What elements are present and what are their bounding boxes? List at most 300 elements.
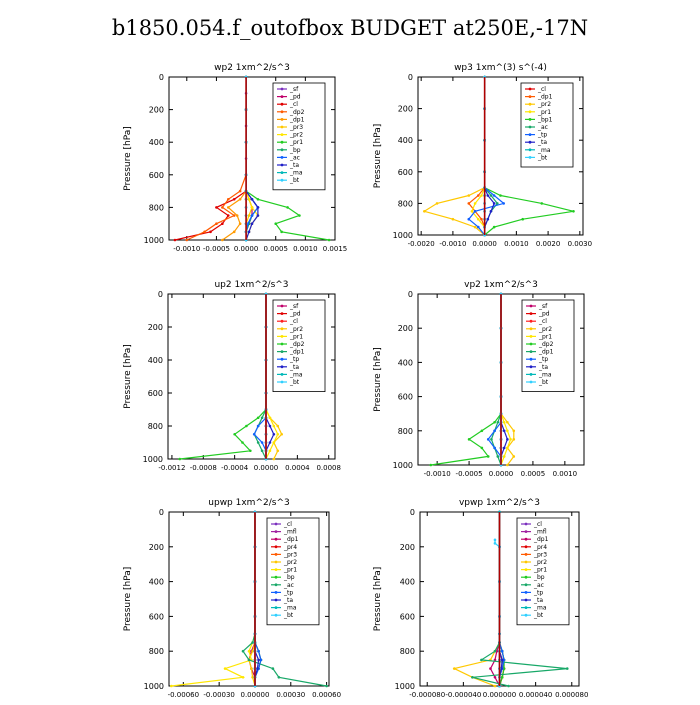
data-point <box>241 441 244 444</box>
legend-marker <box>281 365 284 368</box>
legend-entry: _cl <box>539 318 547 326</box>
data-point <box>256 667 259 670</box>
data-point <box>227 206 230 209</box>
legend-marker <box>525 545 528 548</box>
legend-marker <box>281 350 284 353</box>
data-point <box>215 222 218 225</box>
legend-entry: _ta <box>538 139 548 147</box>
data-point <box>487 218 490 221</box>
x-tick-label: -0.0010 <box>173 245 201 253</box>
legend-entry: _tp <box>534 589 544 597</box>
legend-entry: _dp1 <box>290 348 305 356</box>
data-point <box>280 231 283 234</box>
data-point <box>509 438 512 441</box>
y-tick-label: 0 <box>158 73 164 82</box>
chart-title: vp2 1xm^2/s^3 <box>464 280 538 290</box>
x-tick-label: 0.0000 <box>233 245 259 253</box>
legend-entry: _dp1 <box>539 348 554 356</box>
legend-entry: _ta <box>284 597 294 604</box>
legend-marker <box>281 327 284 330</box>
data-point <box>487 438 490 441</box>
chart-title: wp2 1xm^2/s^3 <box>214 63 290 73</box>
legend-entry: _ac <box>290 154 300 162</box>
y-axis-label: Pressure [hPa] <box>373 566 383 632</box>
legend-entry: _mfl <box>534 528 547 536</box>
legend-entry: _sf <box>290 86 299 93</box>
legend-entry: _sf <box>539 303 548 310</box>
data-point <box>494 539 497 542</box>
legend-entry: _ma <box>284 604 297 612</box>
data-point <box>203 231 206 234</box>
data-point <box>221 222 224 225</box>
legend-entry: _pr1 <box>290 333 304 341</box>
data-point <box>429 464 432 467</box>
legend-marker <box>529 118 532 121</box>
data-point <box>273 425 276 428</box>
data-point <box>257 416 260 419</box>
y-tick-label: 400 <box>397 136 413 146</box>
legend-marker <box>275 523 278 526</box>
data-point <box>261 449 264 452</box>
x-tick-label: -0.0008 <box>189 464 217 472</box>
data-point <box>540 202 543 205</box>
y-tick-label: 600 <box>397 392 413 402</box>
legend-marker <box>525 538 528 541</box>
data-point <box>503 430 506 433</box>
y-tick-label: 1000 <box>392 461 413 470</box>
legend-marker <box>275 553 278 556</box>
legend-marker <box>281 141 284 144</box>
data-point <box>209 231 212 234</box>
data-point <box>572 210 575 213</box>
y-tick-label: 1000 <box>394 682 415 691</box>
data-point <box>269 441 272 444</box>
data-point <box>248 650 251 653</box>
legend-entry: _dp2 <box>290 341 305 348</box>
legend-entry: _tp <box>284 589 294 597</box>
data-point <box>506 438 509 441</box>
data-point <box>325 685 328 688</box>
legend-marker <box>529 110 532 113</box>
legend-marker <box>281 343 284 346</box>
data-point <box>328 239 331 242</box>
x-tick-label: -0.0020 <box>407 240 435 248</box>
legend-entry: _mfl <box>284 528 297 536</box>
data-point <box>174 239 177 242</box>
legend-entry: _pr1 <box>539 333 553 341</box>
legend-marker <box>281 148 284 151</box>
legend-entry: _bp <box>284 574 295 582</box>
x-tick-label: 0.000080 <box>555 691 589 699</box>
data-point <box>502 202 505 205</box>
data-point <box>273 433 276 436</box>
y-tick-label: 200 <box>399 542 415 552</box>
legend-marker <box>530 335 533 338</box>
legend-marker <box>525 591 528 594</box>
data-point <box>480 194 483 197</box>
series-line <box>488 294 501 465</box>
data-point <box>239 198 242 201</box>
legend-marker <box>275 599 278 602</box>
y-axis-label: Pressure [hPa] <box>373 123 383 189</box>
legend-entry: _pd <box>290 93 301 101</box>
data-point <box>474 202 477 205</box>
data-point <box>286 206 289 209</box>
legend-entry: _dp1 <box>534 536 549 544</box>
legend-marker <box>525 568 528 571</box>
data-point <box>503 455 506 458</box>
chart-title: up2 1xm^2/s^3 <box>214 280 289 290</box>
data-point <box>233 433 236 436</box>
legend-entry: _ta <box>534 597 544 604</box>
legend-marker <box>281 88 284 91</box>
legend-entry: _pd <box>290 310 301 318</box>
legend-entry: _pd <box>539 310 550 318</box>
legend-marker <box>281 156 284 159</box>
y-tick-label: 200 <box>148 105 164 115</box>
legend-marker <box>281 373 284 376</box>
legend-marker <box>275 568 278 571</box>
data-point <box>273 458 276 461</box>
x-tick-label: -0.0010 <box>423 470 451 478</box>
legend-marker <box>275 614 278 617</box>
data-point <box>251 650 254 653</box>
y-tick-label: 200 <box>148 542 164 552</box>
data-point <box>494 685 497 688</box>
legend-entry: _tp <box>539 356 549 364</box>
data-point <box>233 231 236 234</box>
y-tick-label: 600 <box>148 612 164 622</box>
data-point <box>521 218 524 221</box>
legend-marker <box>281 118 284 121</box>
data-point <box>276 425 279 428</box>
chart-title: wp3 1xm^(3) s^(-4) <box>454 63 547 73</box>
x-tick-label: 0.0008 <box>316 464 341 472</box>
chart-title: vpwp 1xm^2/s^3 <box>458 498 541 508</box>
chart-panel-upwp <box>120 490 360 705</box>
legend-entry: _bt <box>539 379 549 386</box>
legend-marker <box>281 179 284 182</box>
legend-marker <box>525 561 528 564</box>
legend-marker <box>281 358 284 361</box>
legend-entry: _ma <box>539 371 552 379</box>
x-tick-label: 0.0004 <box>285 464 310 472</box>
y-tick-label: 800 <box>397 199 413 209</box>
data-point <box>493 202 496 205</box>
data-point <box>481 447 484 450</box>
legend-marker <box>529 95 532 98</box>
legend-entry: _pr2 <box>539 325 553 333</box>
legend-marker <box>529 148 532 151</box>
data-point <box>480 659 483 662</box>
legend-entry: _ma <box>290 169 303 177</box>
data-point <box>481 430 484 433</box>
data-point <box>257 198 260 201</box>
x-tick-label: 0.0020 <box>535 240 561 248</box>
data-point <box>487 194 490 197</box>
data-point <box>506 447 509 450</box>
legend-entry: _pr1 <box>284 566 298 574</box>
legend-marker <box>281 171 284 174</box>
data-point <box>269 449 272 452</box>
y-tick-label: 1000 <box>392 231 413 240</box>
legend-entry: _ta <box>290 363 300 371</box>
legend-marker <box>525 583 528 586</box>
legend-marker <box>529 88 532 91</box>
data-point <box>239 190 242 193</box>
data-point <box>251 198 254 201</box>
legend-marker <box>525 606 528 609</box>
y-axis-label: Pressure [hPa] <box>123 126 133 191</box>
legend-entry: _cl <box>290 101 298 109</box>
data-point <box>493 430 496 433</box>
data-point <box>185 239 188 242</box>
x-tick-label: 0.0010 <box>504 240 529 248</box>
legend-marker <box>525 553 528 556</box>
legend-marker <box>529 156 532 159</box>
data-point <box>239 222 242 225</box>
legend-entry: _pr3 <box>290 124 304 131</box>
legend-entry: _pr3 <box>534 551 548 559</box>
data-point <box>257 659 260 662</box>
y-tick-label: 600 <box>397 167 413 177</box>
data-point <box>248 214 251 217</box>
data-point <box>490 210 493 213</box>
data-point <box>251 222 254 225</box>
data-point <box>493 447 496 450</box>
data-point <box>233 198 236 201</box>
data-point <box>436 202 439 205</box>
legend-entry: _pr1 <box>290 139 304 147</box>
series-line <box>501 294 511 465</box>
series-line <box>254 294 266 459</box>
data-point <box>468 438 471 441</box>
y-tick-label: 600 <box>147 389 163 398</box>
legend-entry: _bt <box>284 612 294 620</box>
y-tick-label: 1000 <box>143 236 164 245</box>
data-point <box>233 214 236 217</box>
data-point <box>276 433 279 436</box>
data-point <box>236 214 239 217</box>
chart-panel-vpwp <box>370 490 610 705</box>
chart-panel-wp3 <box>370 55 610 270</box>
data-point <box>501 676 504 679</box>
data-point <box>251 641 254 644</box>
y-tick-label: 0 <box>407 73 413 82</box>
legend-entry: _bt <box>290 379 300 386</box>
data-point <box>276 449 279 452</box>
y-tick-label: 400 <box>147 356 163 365</box>
data-point <box>170 685 173 688</box>
x-tick-label: 0.0000 <box>253 464 279 472</box>
data-point <box>261 416 264 419</box>
x-tick-label: 0.0005 <box>263 245 288 253</box>
legend-marker <box>281 305 284 308</box>
data-point <box>280 433 283 436</box>
data-point <box>471 210 474 213</box>
data-point <box>248 659 251 662</box>
legend-entry: _pr2 <box>534 559 548 566</box>
data-point <box>566 667 569 670</box>
legend-marker <box>275 530 278 533</box>
legend-marker <box>530 358 533 361</box>
data-point <box>250 667 253 670</box>
legend-entry: _cl <box>284 521 292 528</box>
data-point <box>269 416 272 419</box>
legend-marker <box>529 126 532 129</box>
legend-entry: _ac <box>538 124 548 131</box>
data-point <box>512 438 515 441</box>
data-point <box>257 650 260 653</box>
y-axis-label: Pressure [hPa] <box>373 347 383 412</box>
legend-marker <box>530 381 533 384</box>
x-tick-label: 0.0000 <box>488 470 514 478</box>
data-point <box>257 214 260 217</box>
chart-panel-wp2 <box>120 55 360 270</box>
data-point <box>507 685 510 688</box>
data-point <box>298 214 301 217</box>
data-point <box>477 194 480 197</box>
legend-entry: _dp2 <box>290 108 305 116</box>
y-tick-label: 600 <box>148 170 164 180</box>
data-point <box>506 464 509 467</box>
legend-marker <box>530 320 533 323</box>
legend-marker <box>525 599 528 602</box>
legend-marker <box>281 381 284 384</box>
legend-entry: _cl <box>534 521 542 528</box>
data-point <box>261 441 264 444</box>
data-point <box>242 650 245 653</box>
legend-entry: _dp2 <box>539 341 554 348</box>
legend-marker <box>525 614 528 617</box>
data-point <box>474 210 477 213</box>
x-tick-label: -0.00030 <box>203 691 235 699</box>
x-tick-label: 0.0030 <box>567 240 593 248</box>
y-tick-label: 0 <box>157 290 163 299</box>
x-tick-label: -0.0012 <box>158 464 186 472</box>
figure-title: b1850.054.f_outofbox BUDGET at250E,-17N <box>111 16 589 40</box>
data-point <box>503 421 506 424</box>
legend-entry: _bp <box>534 574 545 582</box>
legend-entry: _ma <box>538 146 551 154</box>
data-point <box>487 455 490 458</box>
x-tick-label: -0.000040 <box>445 691 482 699</box>
data-point <box>494 676 497 679</box>
x-tick-label: 0.00000 <box>240 691 270 699</box>
x-tick-label: -0.0005 <box>455 470 483 478</box>
legend-entry: _dp1 <box>284 536 299 544</box>
data-point <box>477 226 480 229</box>
legend-entry: _bp1 <box>538 116 553 124</box>
data-point <box>493 226 496 229</box>
legend-marker <box>530 305 533 308</box>
x-tick-label: 0.000040 <box>518 691 553 699</box>
x-tick-label: 0.00030 <box>276 691 306 699</box>
data-point <box>253 433 256 436</box>
data-point <box>242 676 245 679</box>
y-tick-label: 400 <box>399 577 415 587</box>
data-point <box>278 676 281 679</box>
y-axis-label: Pressure [hPa] <box>123 566 133 632</box>
data-point <box>506 430 509 433</box>
legend-entry: _ta <box>290 162 300 169</box>
data-point <box>499 194 502 197</box>
data-point <box>493 194 496 197</box>
data-point <box>494 650 497 653</box>
legend-entry: _ma <box>290 371 303 379</box>
data-point <box>471 676 474 679</box>
legend-marker <box>275 538 278 541</box>
data-point <box>490 438 493 441</box>
x-tick-label: -0.0004 <box>221 464 249 472</box>
data-point <box>249 449 252 452</box>
legend-entry: _pr2 <box>290 325 304 333</box>
data-point <box>477 218 480 221</box>
legend-entry: _bt <box>534 612 544 620</box>
series-line <box>171 512 255 686</box>
data-point <box>501 659 504 662</box>
legend-marker <box>281 95 284 98</box>
data-point <box>215 206 218 209</box>
x-tick-label: -0.0010 <box>439 240 467 248</box>
y-axis-label: Pressure [hPa] <box>123 344 133 409</box>
x-tick-label: 0.00060 <box>312 691 342 699</box>
legend-marker <box>529 103 532 106</box>
legend-marker <box>530 327 533 330</box>
legend-marker <box>530 373 533 376</box>
legend-entry: _tp <box>538 131 548 139</box>
data-point <box>501 650 504 653</box>
legend-marker <box>529 133 532 136</box>
data-point <box>227 214 230 217</box>
data-point <box>221 239 224 242</box>
y-tick-label: 800 <box>148 647 164 657</box>
data-point <box>178 458 181 461</box>
legend-entry: _pr2 <box>538 101 552 109</box>
data-point <box>251 676 254 679</box>
legend-marker <box>275 561 278 564</box>
y-tick-label: 0 <box>409 508 415 517</box>
y-tick-label: 1000 <box>142 455 163 464</box>
x-tick-label: 0.000000 <box>482 691 517 699</box>
y-tick-label: 800 <box>399 647 415 657</box>
y-tick-label: 800 <box>147 422 163 431</box>
x-tick-label: -0.0005 <box>202 245 230 253</box>
data-point <box>251 214 254 217</box>
data-point <box>497 421 500 424</box>
chart-title: upwp 1xm^2/s^3 <box>208 498 290 508</box>
y-tick-label: 800 <box>397 426 413 436</box>
data-point <box>503 447 506 450</box>
data-point <box>251 206 254 209</box>
data-point <box>269 425 272 428</box>
x-tick-label: 0.0000 <box>472 240 497 248</box>
legend-marker <box>275 606 278 609</box>
data-point <box>273 441 276 444</box>
data-point <box>257 425 260 428</box>
data-point <box>497 455 500 458</box>
data-point <box>257 441 260 444</box>
series-line <box>472 77 485 235</box>
legend-entry: _pr1 <box>534 566 548 574</box>
legend-marker <box>530 365 533 368</box>
legend-entry: _tp <box>290 356 300 364</box>
series-line <box>491 294 501 465</box>
legend-entry: _pr4 <box>534 543 548 551</box>
legend-marker <box>281 164 284 167</box>
legend-marker <box>281 110 284 113</box>
data-point <box>274 222 277 225</box>
